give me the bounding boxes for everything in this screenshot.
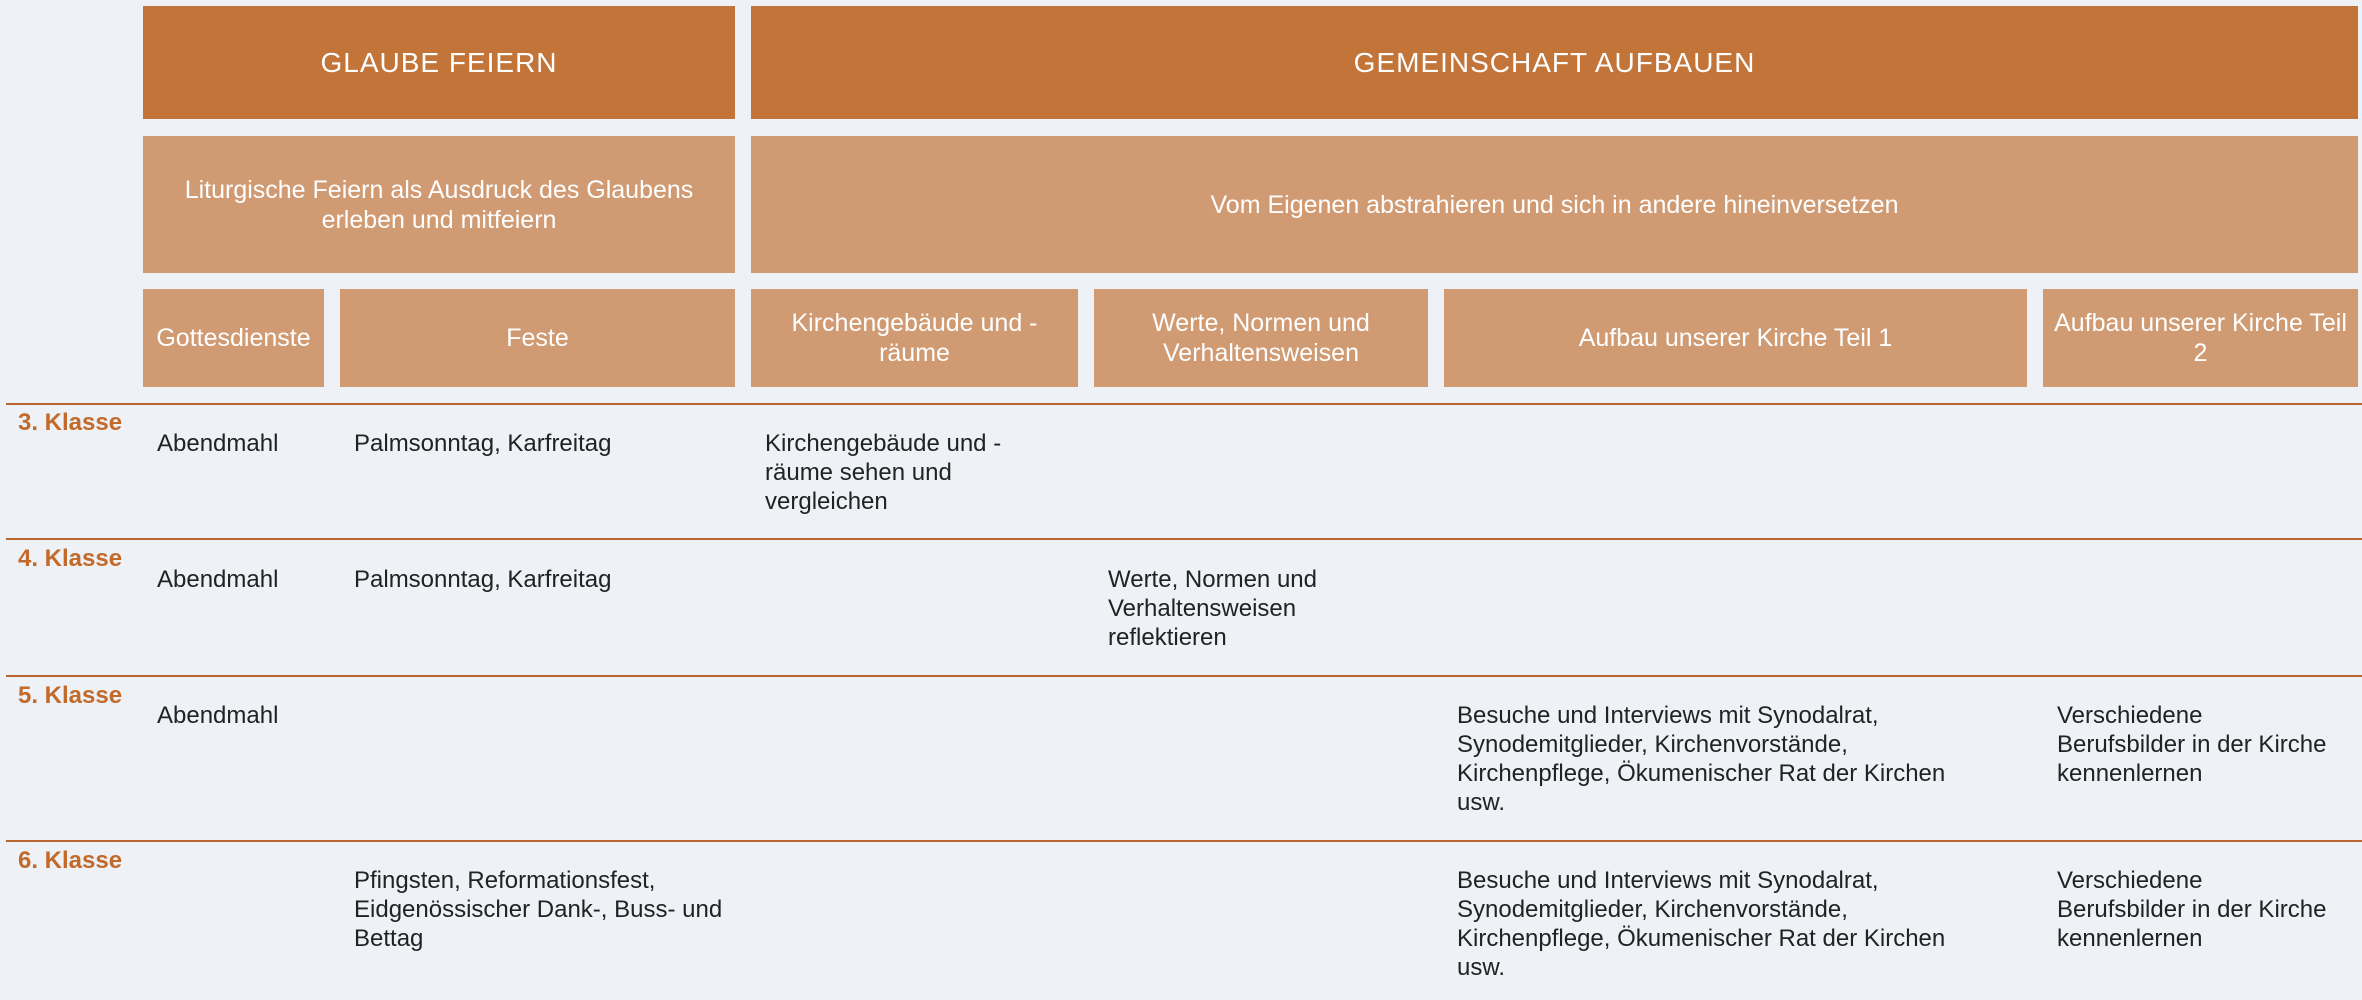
goal-glaube: Liturgische Feiern als Ausdruck des Glaubens erleben und mitfeiern <box>143 136 735 273</box>
row-divider <box>6 675 2362 677</box>
cell-kirchengebaeude: Kirchengebäude und -räume sehen und vergleichen <box>765 430 1002 515</box>
cell-gottesdienste: Abendmahl <box>157 566 279 593</box>
cell-werte: Werte, Normen und Verhaltensweisen reflektieren <box>1108 566 1317 651</box>
topic-aufbau-teil-2: Aufbau unserer Kirche Teil 2 <box>2043 289 2358 387</box>
cell-aufbau-teil-1: Besuche und Interviews mit Synodalrat, Synodemitglieder, Kirchenvorstände, Kirchenpflege, Ökumenischer Rat der Kirchen usw. <box>1457 867 1946 981</box>
cell-feste: Pfingsten, Reformationsfest, Eidgenössischer Dank-, Buss- und Bettag <box>354 867 723 952</box>
goal-gemeinschaft: Vom Eigenen abstrahieren und sich in andere hineinversetzen <box>751 136 2358 273</box>
row-label-6-klasse: 6. Klasse <box>18 847 123 874</box>
topic-kirchengebaeude: Kirchengebäude und -räume <box>751 289 1078 387</box>
topic-aufbau-teil-1: Aufbau unserer Kirche Teil 1 <box>1444 289 2027 387</box>
band-glaube-feiern: GLAUBE FEIERN <box>143 6 735 119</box>
cell-gottesdienste: Abendmahl <box>157 430 279 457</box>
row-label-4-klasse: 4. Klasse <box>18 545 123 572</box>
band-gemeinschaft-aufbauen: GEMEINSCHAFT AUFBAUEN <box>751 6 2358 119</box>
row-label-5-klasse: 5. Klasse <box>18 682 123 709</box>
cell-aufbau-teil-1: Besuche und Interviews mit Synodalrat, Synodemitglieder, Kirchenvorstände, Kirchenpflege, Ökumenischer Rat der Kirchen usw. <box>1457 702 1946 816</box>
cell-feste: Palmsonntag, Karfreitag <box>354 566 612 593</box>
row-divider <box>6 538 2362 540</box>
cell-gottesdienste: Abendmahl <box>157 702 279 729</box>
topic-gottesdienste: Gottesdienste <box>143 289 324 387</box>
row-label-3-klasse: 3. Klasse <box>18 409 123 436</box>
cell-feste: Palmsonntag, Karfreitag <box>354 430 612 457</box>
topic-werte-normen: Werte, Normen und Verhaltensweisen <box>1094 289 1428 387</box>
cell-aufbau-teil-2: Verschiedene Berufsbilder in der Kirche kennenlernen <box>2057 702 2327 787</box>
cell-aufbau-teil-2: Verschiedene Berufsbilder in der Kirche kennenlernen <box>2057 867 2327 952</box>
row-divider <box>6 403 2362 405</box>
topic-feste: Feste <box>340 289 735 387</box>
row-divider <box>6 840 2362 842</box>
